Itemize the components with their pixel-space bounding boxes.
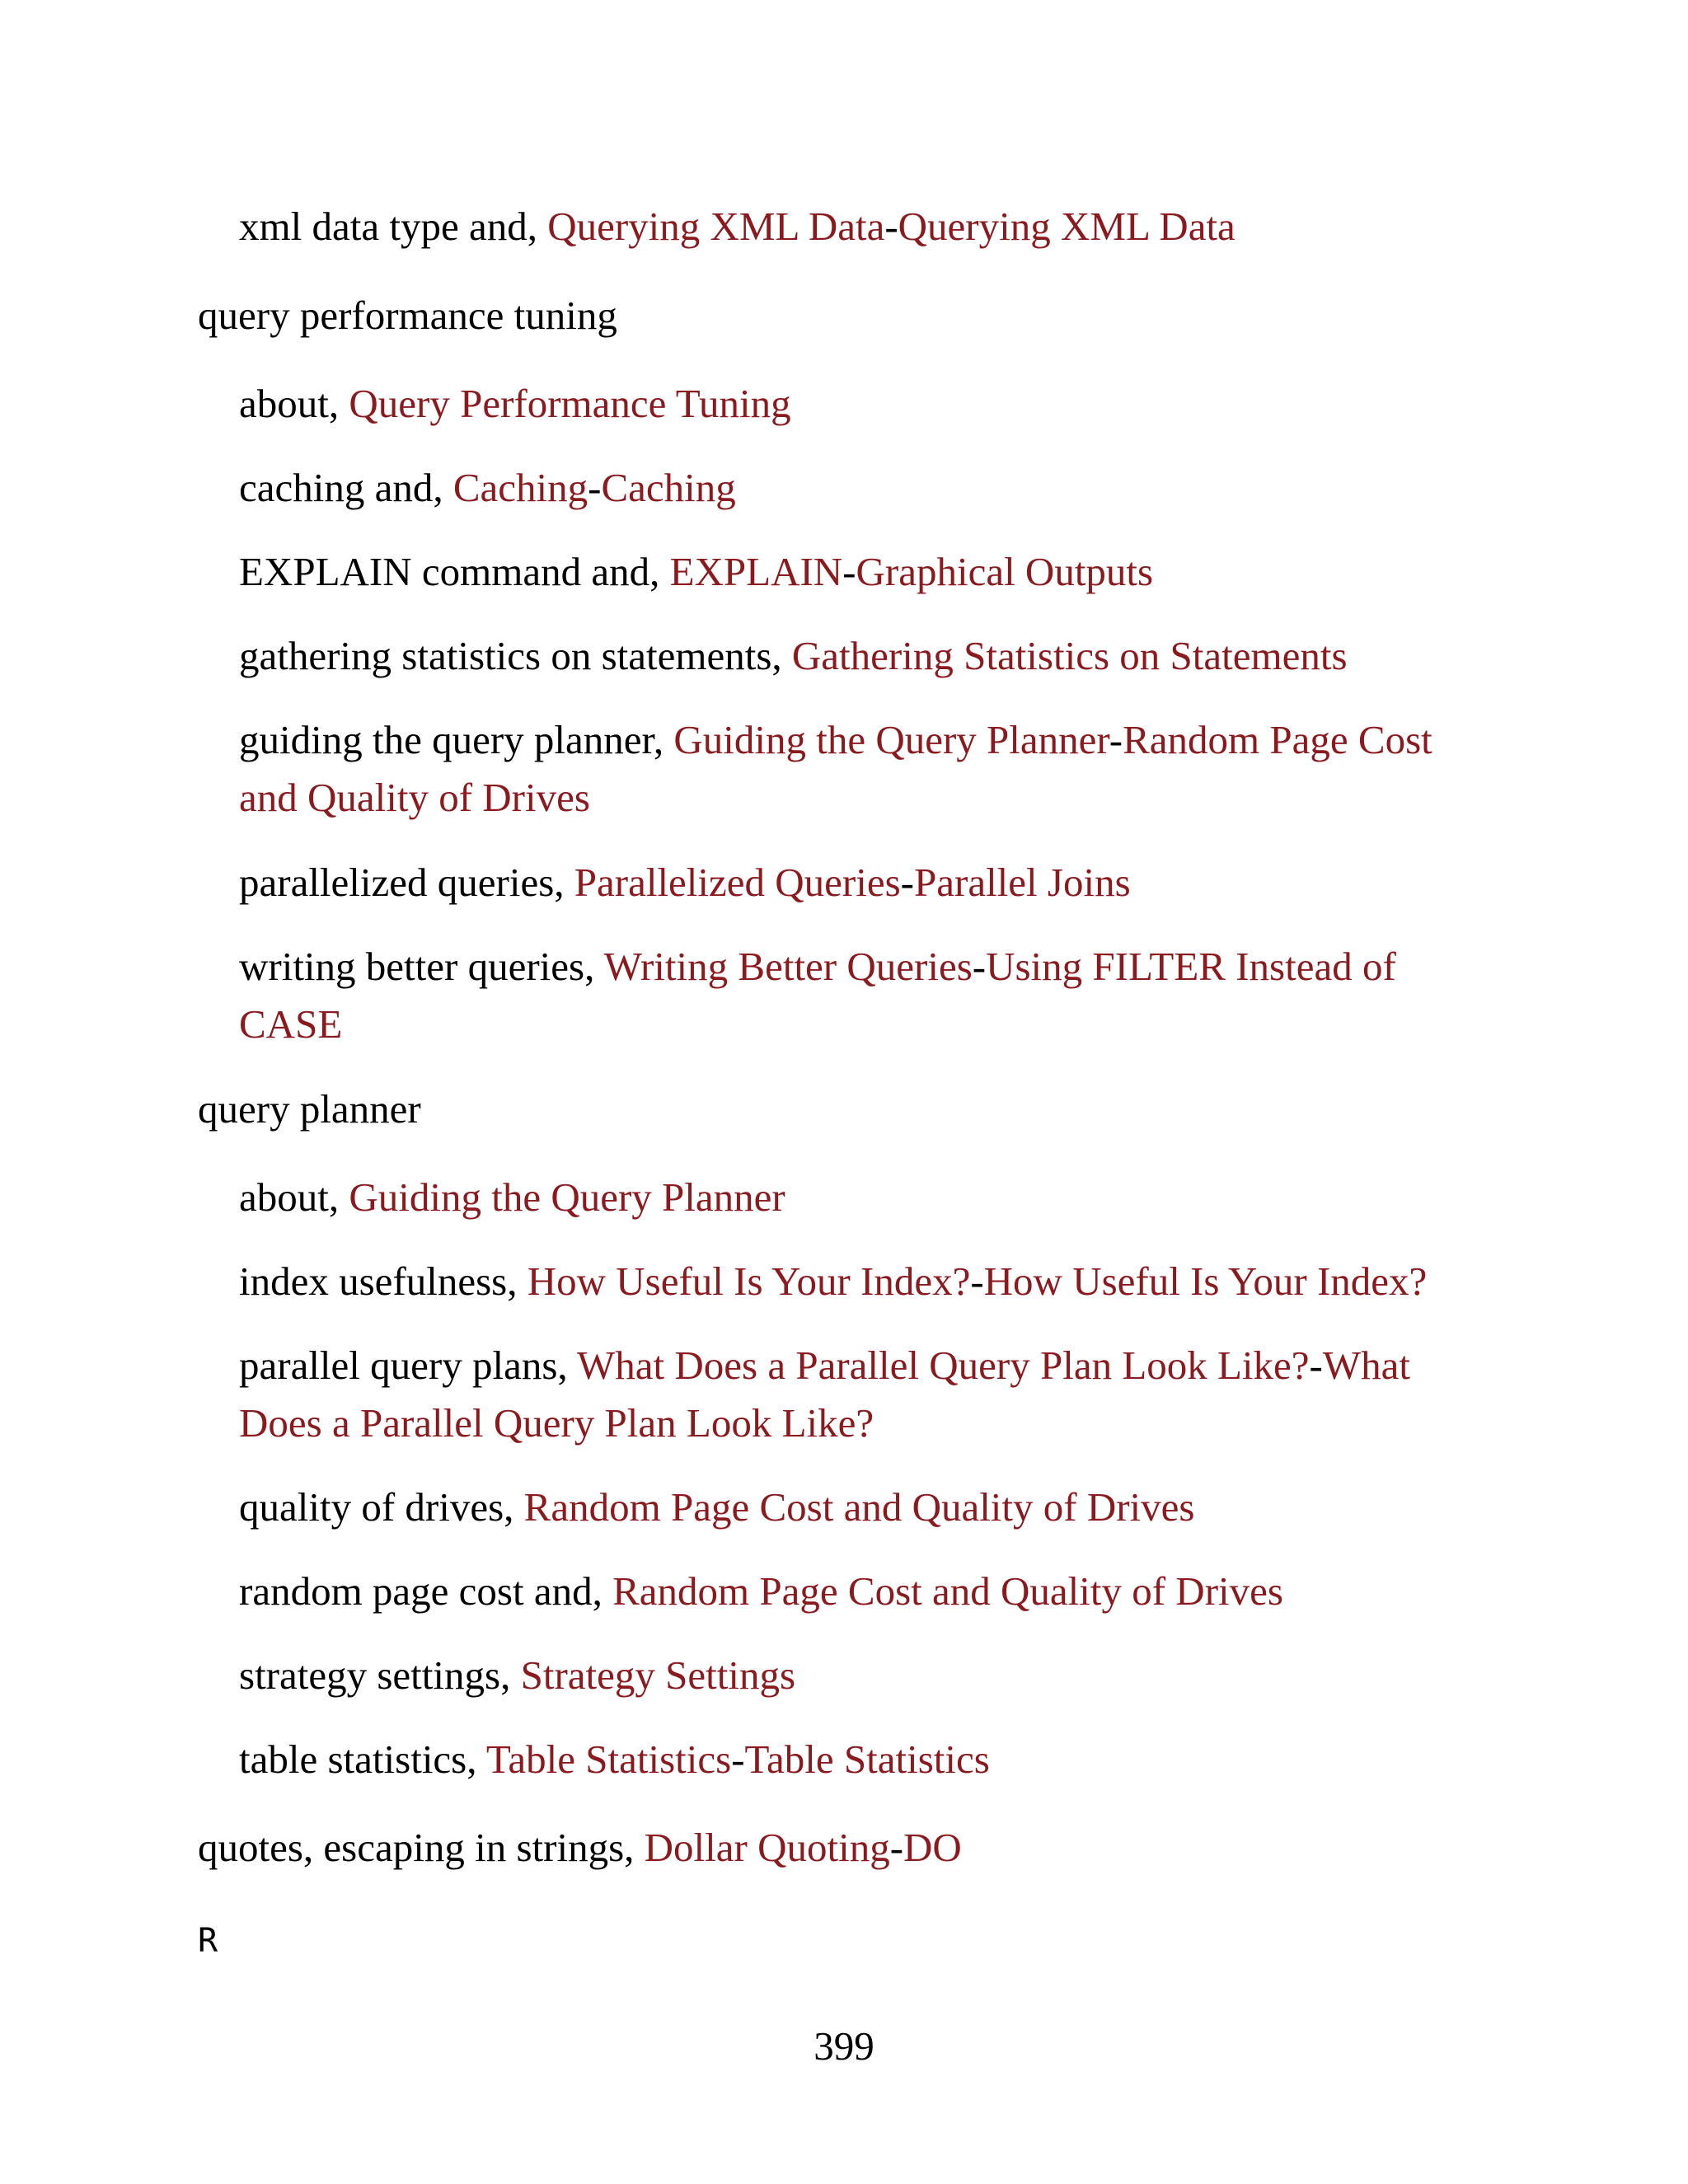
entry-text: random page cost and, bbox=[239, 1568, 613, 1614]
range-separator: - bbox=[731, 1736, 745, 1782]
index-entry-quality-of-drives bbox=[239, 1479, 1195, 1536]
index-link[interactable]: Query Performance Tuning bbox=[349, 381, 791, 426]
range-separator: - bbox=[588, 465, 602, 510]
page-number: 399 bbox=[814, 2023, 874, 2069]
entry-text: quotes, escaping in strings, bbox=[198, 1825, 645, 1870]
index-link[interactable]: Querying XML Data bbox=[547, 204, 885, 249]
index-link[interactable]: Gathering Statistics on Statements bbox=[791, 633, 1348, 678]
entry-text: quality of drives, bbox=[239, 1484, 524, 1530]
index-entry-writing-better-queries bbox=[239, 938, 1500, 1053]
index-link[interactable]: Caching bbox=[601, 465, 736, 510]
entry-text: EXPLAIN command and, bbox=[239, 549, 670, 594]
entry-text: caching and, bbox=[239, 465, 453, 510]
entry-text: about, bbox=[239, 1174, 349, 1220]
range-separator: - bbox=[889, 1825, 904, 1870]
index-link[interactable]: Random Page Cost and Quality of Drives bbox=[612, 1568, 1283, 1614]
range-separator: - bbox=[970, 1258, 984, 1304]
index-link[interactable]: DO bbox=[903, 1825, 962, 1870]
index-link[interactable]: How Useful Is Your Index? bbox=[527, 1258, 971, 1304]
entry-text: parallelized queries, bbox=[239, 860, 574, 905]
index-link[interactable]: Parallel Joins bbox=[914, 860, 1131, 905]
index-link[interactable]: EXPLAIN bbox=[669, 549, 843, 594]
entry-text: parallel query plans, bbox=[239, 1343, 578, 1388]
index-entry-random-page-cost bbox=[239, 1563, 1283, 1620]
index-link[interactable]: What Does a Parallel Query Plan Look Like? bbox=[239, 1343, 1410, 1446]
range-separator: - bbox=[842, 549, 856, 594]
entry-text: table statistics, bbox=[239, 1736, 486, 1782]
range-separator: - bbox=[884, 204, 898, 249]
index-link[interactable]: Random Page Cost and Quality of Drives bbox=[523, 1484, 1195, 1530]
entry-text: strategy settings, bbox=[239, 1652, 521, 1698]
entry-text: index usefulness, bbox=[239, 1258, 528, 1304]
entry-text: xml data type and, bbox=[239, 204, 548, 249]
index-entry-table-statistics bbox=[239, 1731, 990, 1788]
range-separator: - bbox=[972, 944, 987, 989]
index-link[interactable]: Strategy Settings bbox=[520, 1652, 796, 1698]
index-entry-index-usefulness bbox=[239, 1253, 1427, 1310]
range-separator: - bbox=[900, 860, 914, 905]
index-link[interactable]: Random Page Cost and Quality of Drives bbox=[239, 717, 1432, 820]
index-link[interactable]: Guiding the Query Planner bbox=[349, 1174, 785, 1220]
index-link[interactable]: Dollar Quoting bbox=[644, 1825, 890, 1870]
index-entry-query-planner bbox=[198, 1080, 421, 1138]
entry-text: writing better queries, bbox=[239, 944, 604, 989]
index-entry-quotes-escaping bbox=[198, 1819, 962, 1877]
index-entry-explain bbox=[239, 543, 1153, 601]
index-link[interactable]: How Useful Is Your Index? bbox=[983, 1258, 1428, 1304]
index-entry-xml-data-type bbox=[239, 198, 1236, 255]
range-separator: - bbox=[1309, 1343, 1323, 1388]
index-entry-parallelized-queries bbox=[239, 854, 1131, 912]
index-entry-query-performance-tuning bbox=[198, 287, 617, 344]
index-link[interactable]: Parallelized Queries bbox=[574, 860, 901, 905]
index-link[interactable]: Writing Better Queries bbox=[603, 944, 973, 989]
index-link[interactable]: Querying XML Data bbox=[898, 204, 1236, 249]
index-link[interactable]: Table Statistics bbox=[485, 1736, 732, 1782]
index-entry-about bbox=[239, 375, 791, 433]
range-separator: - bbox=[1109, 717, 1123, 762]
index-entry-about-planner bbox=[239, 1169, 785, 1226]
index-link[interactable]: What Does a Parallel Query Plan Look Like? bbox=[577, 1343, 1310, 1388]
index-link[interactable]: Graphical Outputs bbox=[856, 549, 1154, 594]
entry-text: about, bbox=[239, 381, 349, 426]
index-entry-guiding-query-planner bbox=[239, 711, 1500, 827]
index-link[interactable]: Using FILTER Instead of CASE bbox=[239, 944, 1396, 1047]
index-link[interactable]: Caching bbox=[452, 465, 588, 510]
index-entry-parallel-query-plans bbox=[239, 1337, 1500, 1452]
index-entry-strategy-settings bbox=[239, 1647, 795, 1704]
entry-text: gathering statistics on statements, bbox=[239, 633, 792, 678]
index-entry-gathering-statistics bbox=[239, 627, 1348, 685]
entry-text: guiding the query planner, bbox=[239, 717, 674, 762]
index-entry-caching bbox=[239, 459, 736, 517]
index-link[interactable]: Guiding the Query Planner bbox=[673, 717, 1109, 762]
entry-text: query planner bbox=[198, 1086, 421, 1132]
entry-text: query performance tuning bbox=[198, 293, 617, 338]
section-letter: R bbox=[198, 1922, 218, 1960]
index-link[interactable]: Table Statistics bbox=[744, 1736, 990, 1782]
